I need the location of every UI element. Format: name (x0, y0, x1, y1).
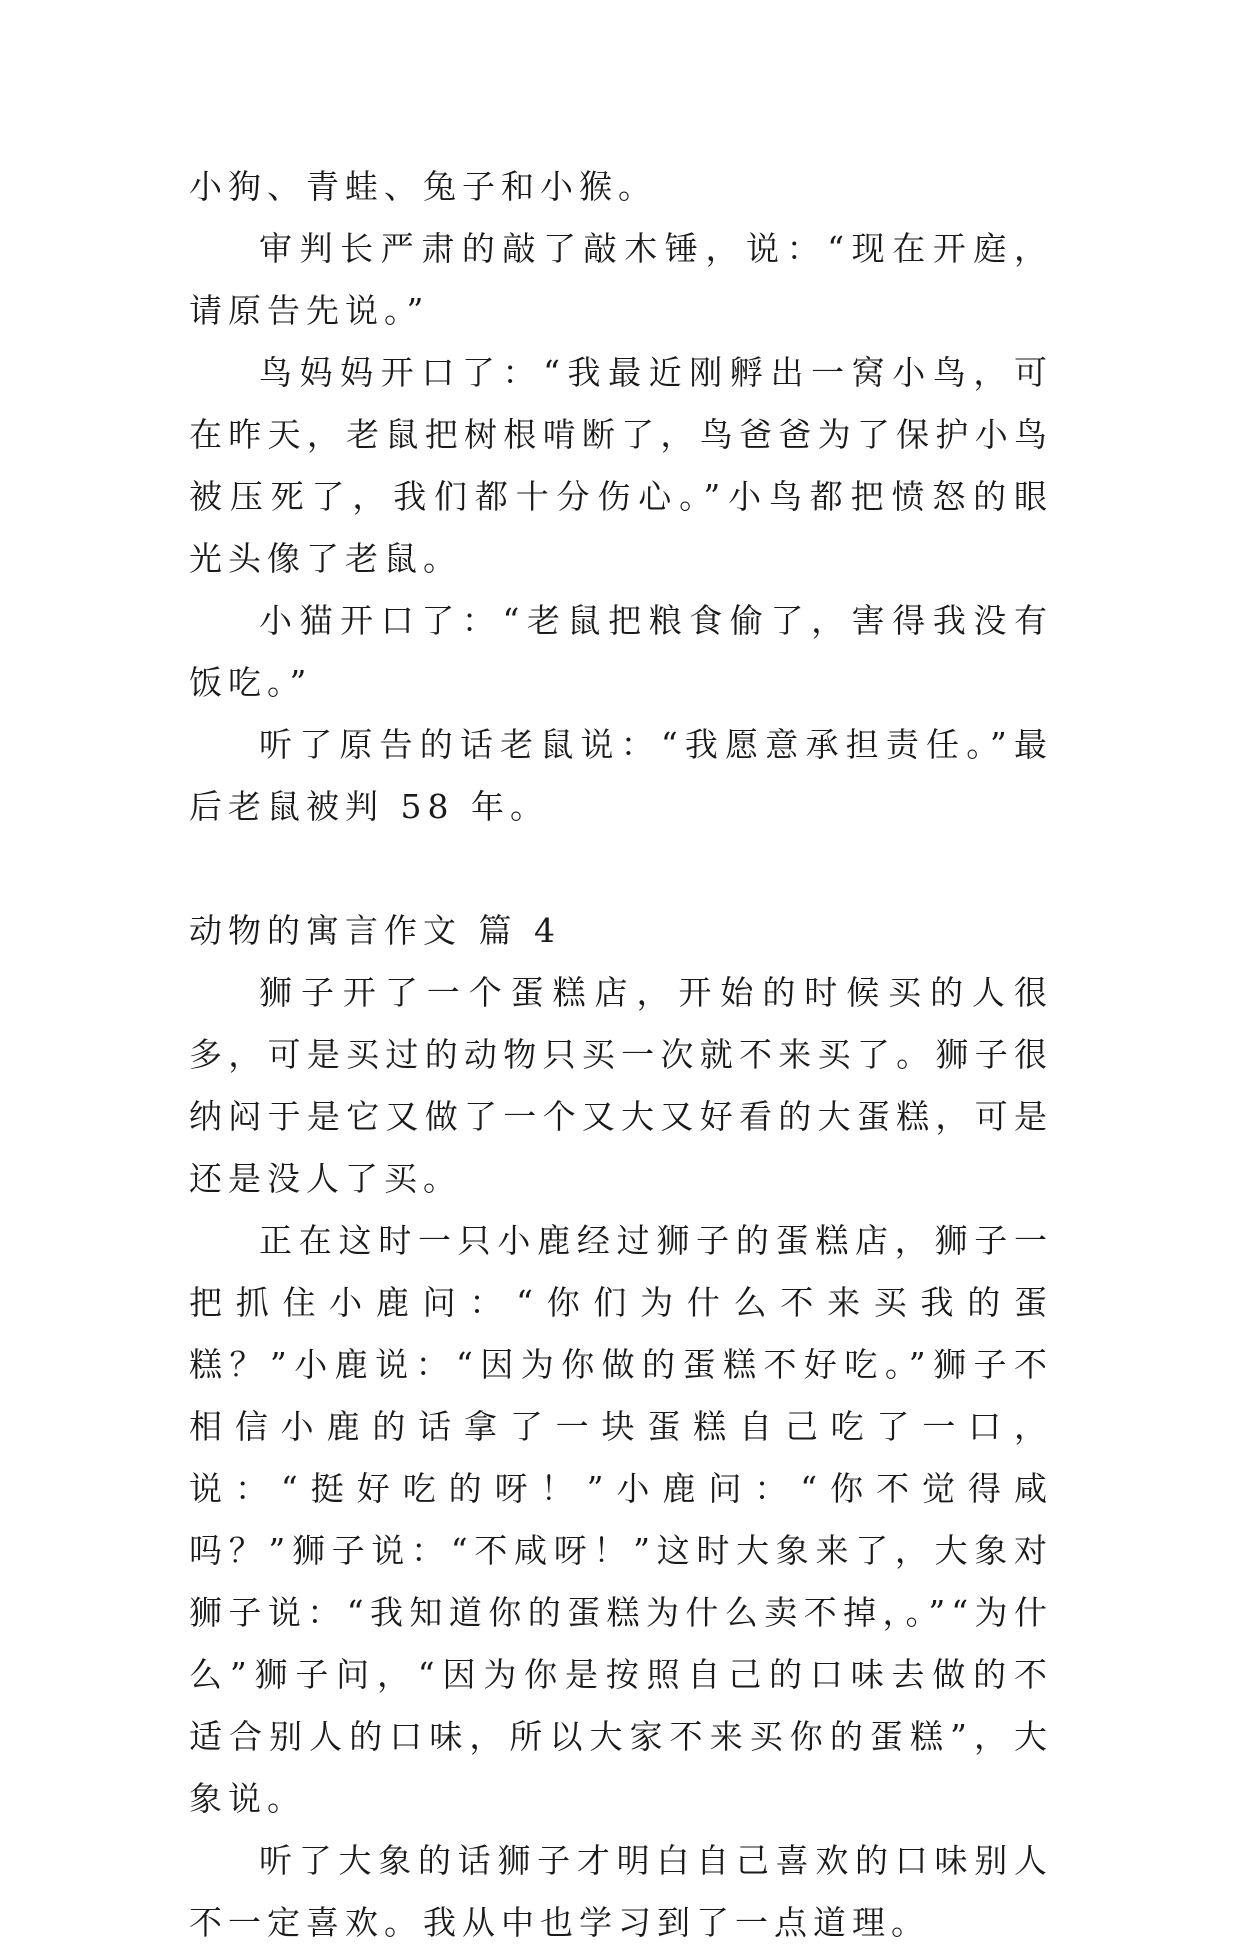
section-spacer (189, 838, 1053, 900)
document-body (189, 156, 1053, 1954)
paragraph-cake-shop: 狮子开了一个蛋糕店，开始的时候买的人很多，可是买过的动物只买一次就不来买了。狮子很纳闷于是它又做了一个又大又好看的大蛋糕，可是还是没人了买。 (189, 973, 1053, 1198)
paragraph-cat: 小猫开口了：“老鼠把粮食偷了，害得我没有饭吃。” (189, 601, 1053, 702)
paragraph-judge: 审判长严肃的敲了敲木锤，说：“现在开庭，请原告先说。” (189, 229, 1053, 330)
paragraph-bird-mother: 鸟妈妈开口了：“我最近刚孵出一窝小鸟，可在昨天，老鼠把树根啃断了，鸟爸爸为了保护小鸟被压死了，我们都十分伤心。”小鸟都把愤怒的眼光头像了老鼠。 (189, 353, 1053, 578)
paragraph-continuation: 小狗、青蛙、兔子和小猴。 (189, 167, 657, 206)
paragraph-deer-dialogue: 正在这时一只小鹿经过狮子的蛋糕店，狮子一把抓住小鹿问：“你们为什么不来买我的蛋糕？”小鹿说：“因为你做的蛋糕不好吃。”狮子不相信小鹿的话拿了一块蛋糕自己吃了一口，说：“挺好吃的呀！”小鹿问：“你不觉得咸吗？”狮子说：“不咸呀！”这时大象来了，大象对狮子说：“我知道你的蛋糕为什么卖不掉，。”“为什么”狮子问，“因为你是按照自己的口味去做的不适合别人的口味，所以大家不来买你的蛋糕”，大象说。 (189, 1221, 1053, 1818)
paragraph-verdict: 听了原告的话老鼠说：“我愿意承担责任。”最后老鼠被判 58 年。 (189, 725, 1053, 826)
paragraph-moral: 听了大象的话狮子才明白自己喜欢的口味别人不一定喜欢。我从中也学习到了一点道理。 (189, 1841, 1053, 1942)
section-heading: 动物的寓言作文 篇 4 (189, 911, 561, 950)
